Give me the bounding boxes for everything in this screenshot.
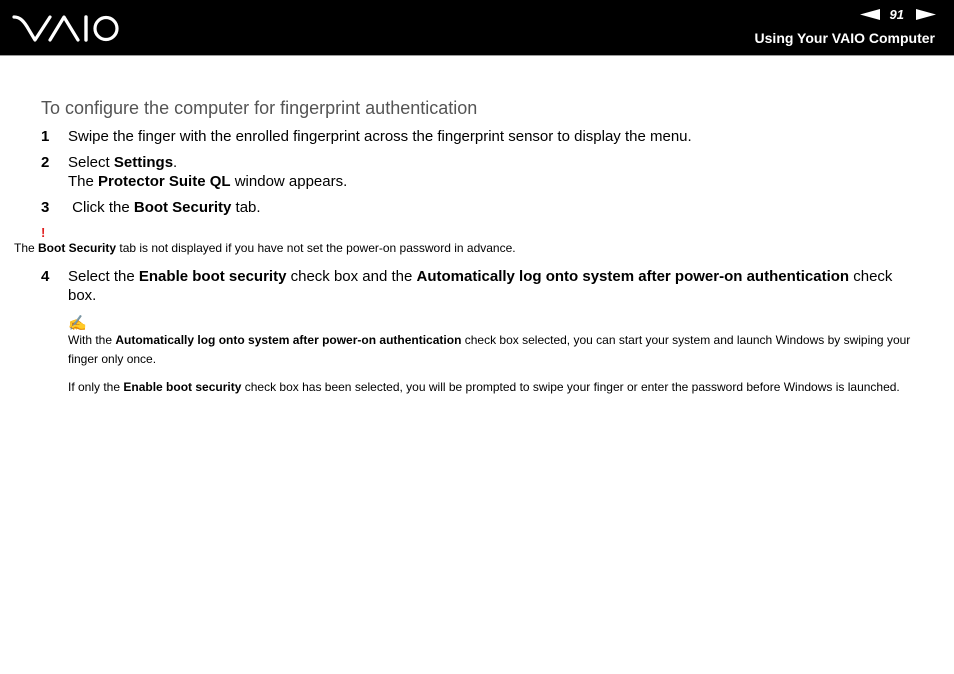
memo-paragraph-1: With the Automatically log onto system after power-on authentication check box selected, you can start your system and launch Windows by swiping your finger only once. xyxy=(68,333,911,366)
page-navigation xyxy=(860,6,936,22)
section-title: Using Your VAIO Computer xyxy=(754,30,935,46)
settings-label: Settings xyxy=(113,154,174,171)
memo-paragraph-2: If only the Enable boot security check box has been selected, you will be prompted to swipe your finger or enter the password before Windows is launched. xyxy=(68,380,900,394)
step-2 xyxy=(41,153,916,191)
protector-suite-label: Protector Suite QL xyxy=(98,173,231,190)
step-number: 4 xyxy=(41,268,50,285)
page-header xyxy=(0,0,954,56)
page-number: 91 xyxy=(889,6,904,22)
step-4 xyxy=(41,267,916,305)
warning-icon: ! xyxy=(41,225,46,240)
step-3 xyxy=(41,198,916,217)
procedure-heading: To configure the computer for fingerprint authentication xyxy=(41,98,478,118)
vaio-logo xyxy=(12,13,120,43)
memo-note xyxy=(68,317,916,397)
step-text: Swipe the finger with the enrolled fingerprint across the fingerprint sensor to display the menu. xyxy=(68,128,692,145)
step-number: 1 xyxy=(41,128,50,145)
step-result: The Protector Suite QL window appears. xyxy=(68,173,348,190)
step-text: Click the Boot Security tab. xyxy=(68,199,261,216)
step-1 xyxy=(41,127,916,146)
triangle-left-icon[interactable] xyxy=(860,9,880,20)
step-text: Select the Enable boot security check box and the Automatically log onto system after power-on authentication check box. xyxy=(68,268,893,304)
warning-note xyxy=(14,227,916,258)
boot-security-label: Boot Security xyxy=(133,199,232,216)
page-content xyxy=(14,97,916,397)
step-number: 2 xyxy=(41,154,50,171)
step-text: Select Settings. xyxy=(68,154,178,171)
step-number: 3 xyxy=(41,199,50,216)
pencil-note-icon: ✍ xyxy=(68,315,87,332)
warning-text: The Boot Security tab is not displayed if you have not set the power-on password in advance. xyxy=(14,241,516,255)
triangle-right-icon[interactable] xyxy=(916,9,936,20)
